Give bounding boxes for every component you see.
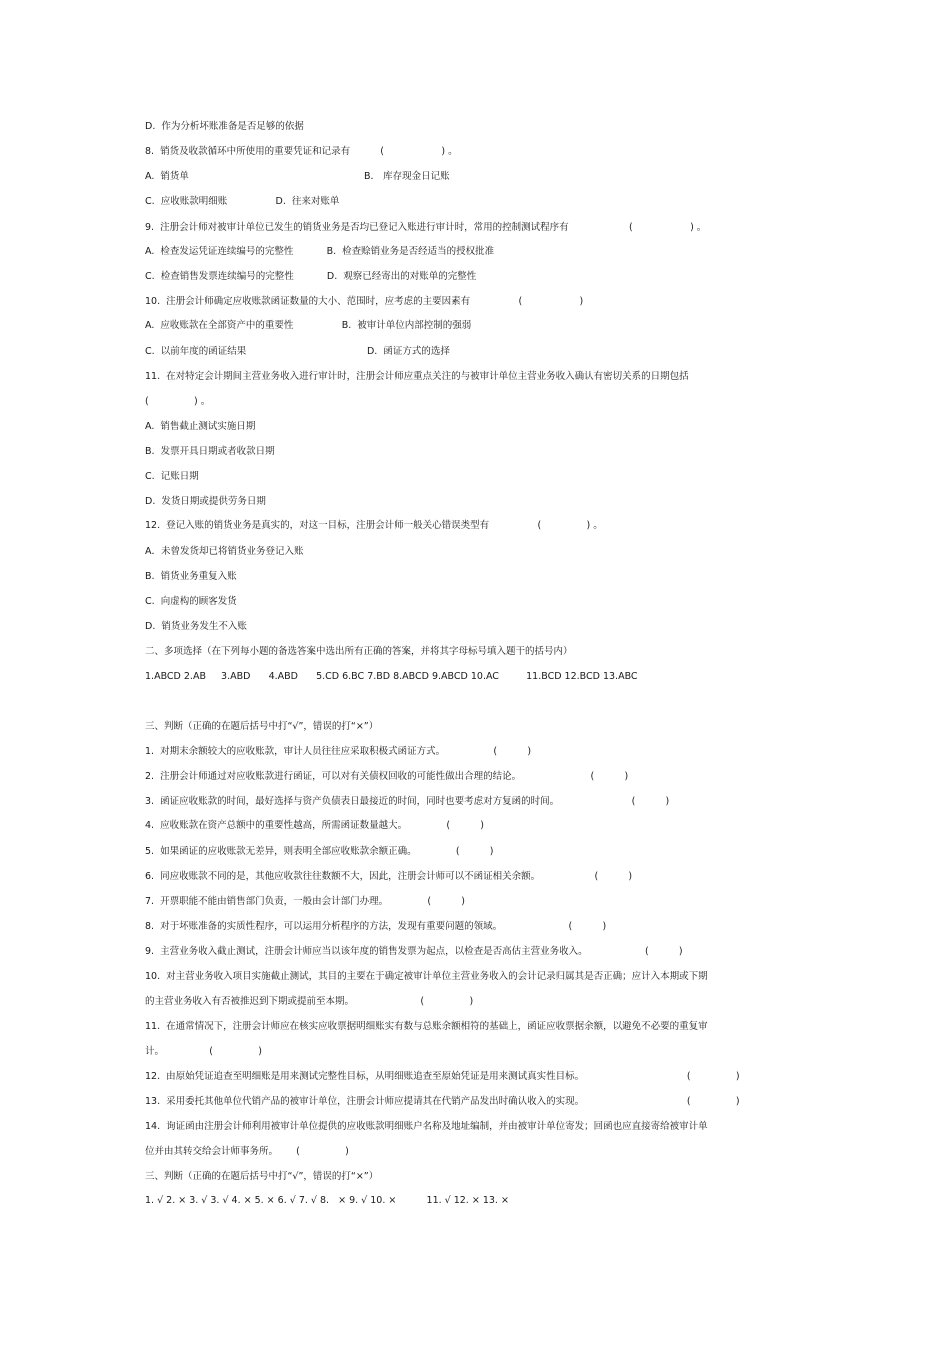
text-line: B. 销货业务重复入账 [145,571,237,582]
text-line: 的主营业务收入有否被推迟到下期或提前至本期。 ( ) [145,996,474,1007]
text-line: 9. 主营业务收入截止测试，注册会计师应当以该年度的销售发票为起点，以检查是否高估主营业务收入。 ( ) [145,946,683,957]
text-line: C. 应收账款明细账 D. 往来对账单 [145,196,340,207]
text-line: 12. 由原始凭证追查至明细账是用来测试完整性目标，从明细账追查至原始凭证是用来测试真实性目标。 ( ) [145,1071,740,1082]
text-line: 1. 对期末余额较大的应收账款，审计人员往往应采取积极式函证方式。 ( ) [145,746,532,757]
text-line: 12. 登记入账的销货业务是真实的，对这一目标，注册会计师一般关心错误类型有 ( ) 。 [145,520,603,531]
text-line: 9. 注册会计师对被审计单位已发生的销货业务是否均已登记入账进行审计时，常用的控制测试程序有 ( ) 。 [145,222,707,233]
text-line: 7. 开票职能不能由销售部门负责，一般由会计部门办理。 ( ) [145,896,465,907]
text-line: A. 销货单 B． 库存现金日记账 [145,171,450,182]
text-line: 2. 注册会计师通过对应收账款进行函证，可以对有关债权回收的可能性做出合理的结论。 ( ) [145,771,629,782]
text-line: 8. 销货及收款循环中所使用的重要凭证和记录有 ( ) 。 [145,146,458,157]
text-line: 计。 ( ) [145,1046,263,1057]
text-line: B. 发票开具日期或者收款日期 [145,446,275,457]
text-line: A. 应收账款在全部资产中的重要性 B. 被审计单位内部控制的强弱 [145,320,472,331]
text-line: 11. 在对特定会计期间主营业务收入进行审计时，注册会计师应重点关注的与被审计单位主营业务收入确认有密切关系的日期包括 [145,371,689,382]
text-line: 13. 采用委托其他单位代销产品的被审计单位，注册会计师应提请其在代销产品发出时确认收入的实现。 ( ) [145,1096,740,1107]
text-line: 10. 对主营业务收入项目实施截止测试，其目的主要在于确定被审计单位主营业务收入的会计记录归属其是否正确；应计入本期或下期 [145,971,708,982]
text-line: ( ) 。 [145,396,211,407]
text-line: C. 向虚构的顾客发货 [145,596,237,607]
text-line: A. 检查发运凭证连续编号的完整性 B. 检查赊销业务是否经适当的授权批准 [145,246,495,257]
text-line: A. 销售截止测试实施日期 [145,421,256,432]
text-line: C. 记账日期 [145,471,199,482]
text-line: 位并由其转交给会计师事务所。 ( ) [145,1146,349,1157]
text-line: 二、多项选择（在下列每小题的备选答案中选出所有正确的答案，并将其字母标号填入题干的括号内） [145,646,573,657]
text-line: C. 以前年度的函证结果 D. 函证方式的选择 [145,346,450,357]
text-line: 8. 对于坏账准备的实质性程序，可以运用分析程序的方法，发现有重要问题的领域。 ( ) [145,921,607,932]
text-line: 三、判断（正确的在题后括号中打“√”，错误的打“×”） [145,721,379,732]
text-line: 14. 询证函由注册会计师利用被审计单位提供的应收账款明细账户名称及地址编制，并由被审计单位寄发；回函也应直接寄给被审计单 [145,1121,708,1132]
text-line: C. 检查销售发票连续编号的完整性 D. 观察已经寄出的对账单的完整性 [145,271,477,282]
text-line: 11. 在通常情况下，注册会计师应在核实应收票据明细账实有数与总账余额相符的基础上，函证应收票据余额，以避免不必要的重复审 [145,1021,708,1032]
text-line: 10. 注册会计师确定应收账款函证数量的大小、范围时，应考虑的主要因素有 ( ) [145,296,584,307]
text-line: 5. 如果函证的应收账款无差异，则表明全部应收账款余额正确。 ( ) [145,846,494,857]
text-line: A．未曾发货却已将销货业务登记入账 [145,546,304,557]
text-line: 3. 函证应收账款的时间，最好选择与资产负债表日最接近的时间，同时也要考虑对方复函的时间。 ( ) [145,796,670,807]
text-line: D. 发货日期或提供劳务日期 [145,496,266,507]
text-line: D. 销货业务发生不入账 [145,621,247,632]
text-line: 1.ABCD 2.AB 3.ABD 4.ABD 5.CD 6.BC 7.BD 8.ABCD 9.ABCD 10.AC 11.BCD 12.BCD 13.ABC [145,671,638,682]
text-line: 6. 同应收账款不同的是，其他应收款往往数额不大，因此，注册会计师可以不函证相关余额。 ( ) [145,871,633,882]
text-line: D. 作为分析坏账准备是否足够的依据 [145,121,304,132]
text-line: 1. √ 2. × 3. √ 3. √ 4. × 5. × 6. √ 7. √ 8. × 9. √ 10. × 11. √ 12. × 13. × [145,1195,509,1206]
text-line: 4. 应收账款在资产总额中的重要性越高，所需函证数量越大。 ( ) [145,820,484,831]
text-line: 三、判断（正确的在题后括号中打“√”，错误的打“×”） [145,1171,379,1182]
